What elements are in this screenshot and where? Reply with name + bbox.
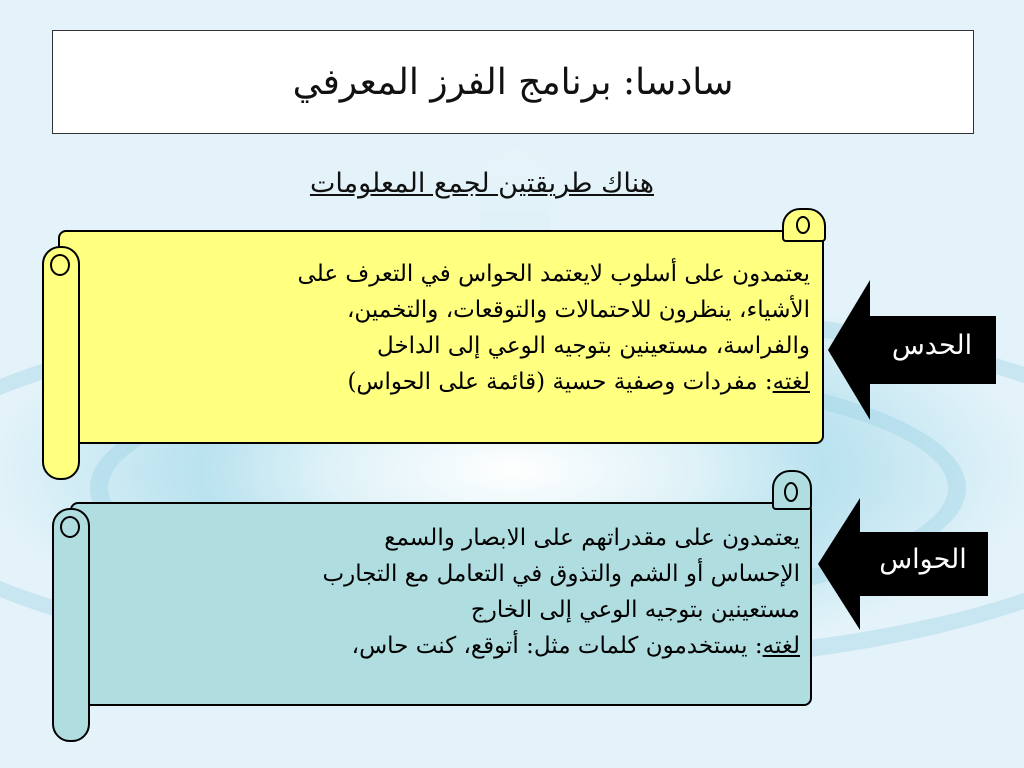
intuition-arrow-label: الحدس xyxy=(891,330,973,361)
senses-arrow xyxy=(818,498,990,630)
intuition-line: يعتمدون على أسلوب لايعتمد الحواس في التعرف على xyxy=(297,261,810,287)
slide-title: سادسا: برنامج الفرز المعرفي xyxy=(292,61,734,103)
language-separator: : xyxy=(764,369,773,395)
intuition-language-line xyxy=(110,364,810,400)
intuition-scroll-left-curl xyxy=(42,246,80,480)
senses-scroll-curl-dot xyxy=(60,516,80,538)
intuition-line: والفراسة، مستعينين بتوجيه الوعي إلى الداخل xyxy=(377,333,810,359)
intuition-arrow xyxy=(828,280,998,420)
language-label: لغته xyxy=(772,369,810,395)
senses-line: يعتمدون على مقدراتهم على الابصار والسمع xyxy=(384,525,800,551)
intuition-text xyxy=(110,256,810,400)
title-box xyxy=(52,30,974,134)
language-label: لغته xyxy=(762,633,800,659)
intuition-line: الأشياء، ينظرون للاحتمالات والتوقعات، والتخمين، xyxy=(346,297,810,323)
language-separator: : xyxy=(754,633,763,659)
language-text: يستخدمون كلمات مثل: أتوقع، كنت حاس، xyxy=(351,633,755,659)
intuition-scroll-curl-dot xyxy=(796,216,810,234)
senses-scroll xyxy=(48,470,810,742)
senses-line: مستعينين بتوجيه الوعي إلى الخارج xyxy=(470,597,800,623)
intuition-scroll xyxy=(40,208,830,480)
senses-language-line xyxy=(138,628,800,664)
senses-scroll-curl-dot xyxy=(784,482,798,502)
senses-scroll-left-curl xyxy=(52,508,90,742)
intuition-scroll-curl-dot xyxy=(50,254,70,276)
senses-line: الإحساس أو الشم والتذوق في التعامل مع التجارب xyxy=(322,561,800,587)
language-text: مفردات وصفية حسية (قائمة على الحواس) xyxy=(347,369,765,395)
slide-subtitle: هناك طريقتين لجمع المعلومات xyxy=(309,168,654,199)
senses-text xyxy=(138,520,800,664)
senses-arrow-label: الحواس xyxy=(879,544,967,575)
